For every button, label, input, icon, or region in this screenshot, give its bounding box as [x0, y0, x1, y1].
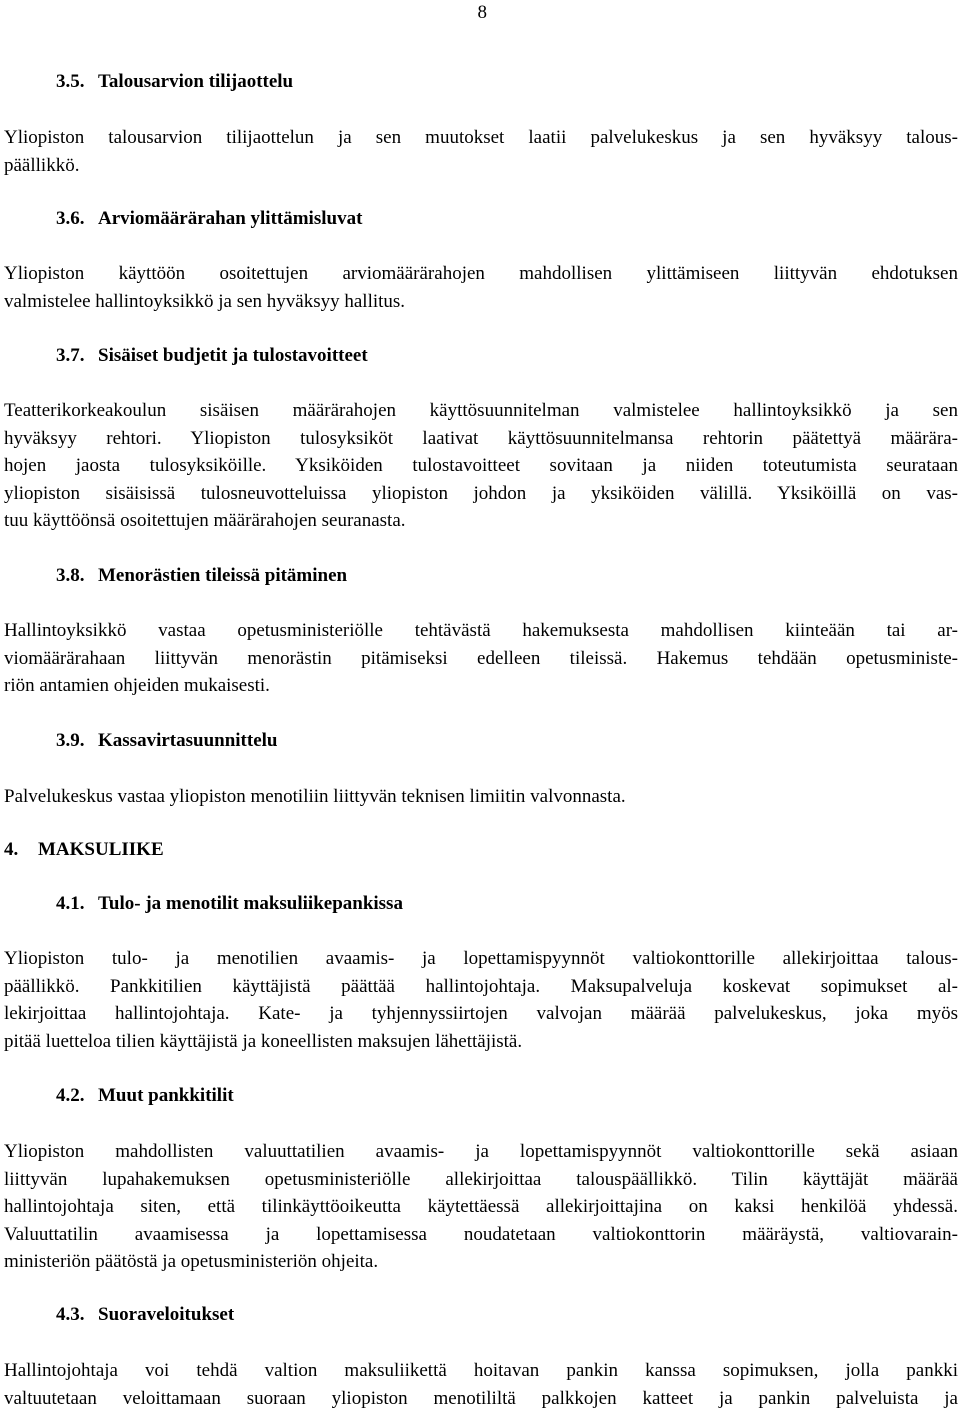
text-line: lekirjoittaa hallintojohtaja. Kate- ja tyhjennyssiirtojen valvojan määrää palvelukeskus, joka myös: [4, 1000, 958, 1028]
text-line: Valuuttatilin avaamisessa ja lopettamisessa noudatetaan valtiokonttorin määräystä, valtiovarain-: [4, 1221, 958, 1249]
section-body-3-7: [4, 397, 958, 535]
section-body-3-8: [4, 617, 958, 700]
text-line: Teatterikorkeakoulun sisäisen määrärahojen käyttösuunnitelman valmistelee hallintoyksikkö ja sen: [4, 397, 958, 425]
section-body-3-9: [4, 783, 958, 811]
section-body-4-1: [4, 945, 958, 1055]
section-heading-4-2: [56, 1084, 234, 1108]
section-number: 3.5.: [56, 70, 98, 94]
section-number: 4.3.: [56, 1303, 98, 1327]
text-line: hallintojohtaja siten, että tilinkäyttöoikeutta käytettäessä allekirjoittajina on kaksi henkilöä yhdessä.: [4, 1193, 958, 1221]
section-body-4-2: [4, 1138, 958, 1276]
section-number: 3.6.: [56, 207, 98, 231]
text-line: yliopiston sisäisissä tulosneuvotteluissa yliopiston johdon ja yksiköiden välillä. Yksiköillä on vas-: [4, 480, 958, 508]
chapter-title: MAKSULIIKE: [38, 839, 164, 860]
text-line: päällikkö.: [4, 152, 958, 180]
section-title: Menorästien tileissä pitäminen: [98, 565, 347, 586]
section-heading-3-8: [56, 564, 347, 588]
text-line: ministeriön päätöstä ja opetusministeriön ohjeita.: [4, 1248, 958, 1276]
text-line: riön antamien ohjeiden mukaisesti.: [4, 672, 958, 700]
text-line: viomäärärahaan liittyvän menorästin pitämiseksi edelleen tileissä. Hakemus tehdään opetusministe-: [4, 645, 958, 673]
text-line: Hallintojohtaja voi tehdä valtion maksuliikettä hoitavan pankin kanssa sopimuksen, jolla pankki: [4, 1357, 958, 1385]
page-number: 8: [478, 2, 488, 24]
section-title: Sisäiset budjetit ja tulostavoitteet: [98, 345, 368, 366]
text-line: hojen jaosta tulosyksiköille. Yksiköiden tulostavoitteet sovitaan ja niiden toteutumista seurataan: [4, 452, 958, 480]
section-heading-3-6: [56, 207, 362, 231]
section-number: 4.1.: [56, 892, 98, 916]
section-number: 3.7.: [56, 344, 98, 368]
section-title: Arviomäärärahan ylittämisluvat: [98, 208, 362, 229]
section-title: Tulo- ja menotilit maksuliikepankissa: [98, 893, 403, 914]
text-line: Yliopiston käyttöön osoitettujen arviomäärärahojen mahdollisen ylittämiseen liittyvän ehdotuksen: [4, 260, 958, 288]
text-line: Palvelukeskus vastaa yliopiston menotiliin liittyvän teknisen limiitin valvonnasta.: [4, 783, 958, 811]
section-heading-3-9: [56, 729, 277, 753]
section-title: Kassavirtasuunnittelu: [98, 730, 277, 751]
text-line: hyväksyy rehtori. Yliopiston tulosyksiköt laativat käyttösuunnitelmansa rehtorin päätettyä määrära-: [4, 425, 958, 453]
chapter-number: 4.: [4, 838, 38, 862]
text-line: Yliopiston talousarvion tilijaottelun ja sen muutokset laatii palvelukeskus ja sen hyväksyy talous-: [4, 124, 958, 152]
section-heading-4-1: [56, 892, 403, 916]
section-title: Muut pankkitilit: [98, 1085, 234, 1106]
text-line: päällikkö. Pankkitilien käyttäjistä päättää hallintojohtaja. Maksupalveluja koskevat sopimukset al-: [4, 973, 958, 1001]
section-number: 4.2.: [56, 1084, 98, 1108]
section-title: Suoraveloitukset: [98, 1304, 234, 1325]
text-line: liittyvän lupahakemuksen opetusministeriölle allekirjoittaa talouspäällikkö. Tilin käyttäjät määrää: [4, 1166, 958, 1194]
text-line: pitää luetteloa tilien käyttäjistä ja koneellisten maksujen lähettäjistä.: [4, 1028, 958, 1056]
text-line: Yliopiston tulo- ja menotilien avaamis- ja lopettamispyynnöt valtiokonttorille allekirjoittaa talous-: [4, 945, 958, 973]
section-heading-4-3: [56, 1303, 234, 1327]
section-title: Talousarvion tilijaottelu: [98, 71, 293, 92]
section-body-3-5: [4, 124, 958, 179]
section-body-4-3: [4, 1357, 958, 1412]
section-heading-3-5: [56, 70, 293, 94]
chapter-heading-4: [4, 838, 164, 862]
section-heading-3-7: [56, 344, 368, 368]
section-number: 3.8.: [56, 564, 98, 588]
text-line: Yliopiston mahdollisten valuuttatilien avaamis- ja lopettamispyynnöt valtiokonttorille sekä asiaan: [4, 1138, 958, 1166]
text-line: valmistelee hallintoyksikkö ja sen hyväksyy hallitus.: [4, 288, 958, 316]
section-body-3-6: [4, 260, 958, 315]
text-line: Hallintoyksikkö vastaa opetusministeriölle tehtävästä hakemuksesta mahdollisen kiinteään tai ar-: [4, 617, 958, 645]
section-number: 3.9.: [56, 729, 98, 753]
text-line: tuu käyttöönsä osoitettujen määrärahojen seuranasta.: [4, 507, 958, 535]
text-line: valtuutetaan veloittamaan suoraan yliopiston menotililtä palkkojen katteet ja pankin palveluista ja: [4, 1385, 958, 1412]
